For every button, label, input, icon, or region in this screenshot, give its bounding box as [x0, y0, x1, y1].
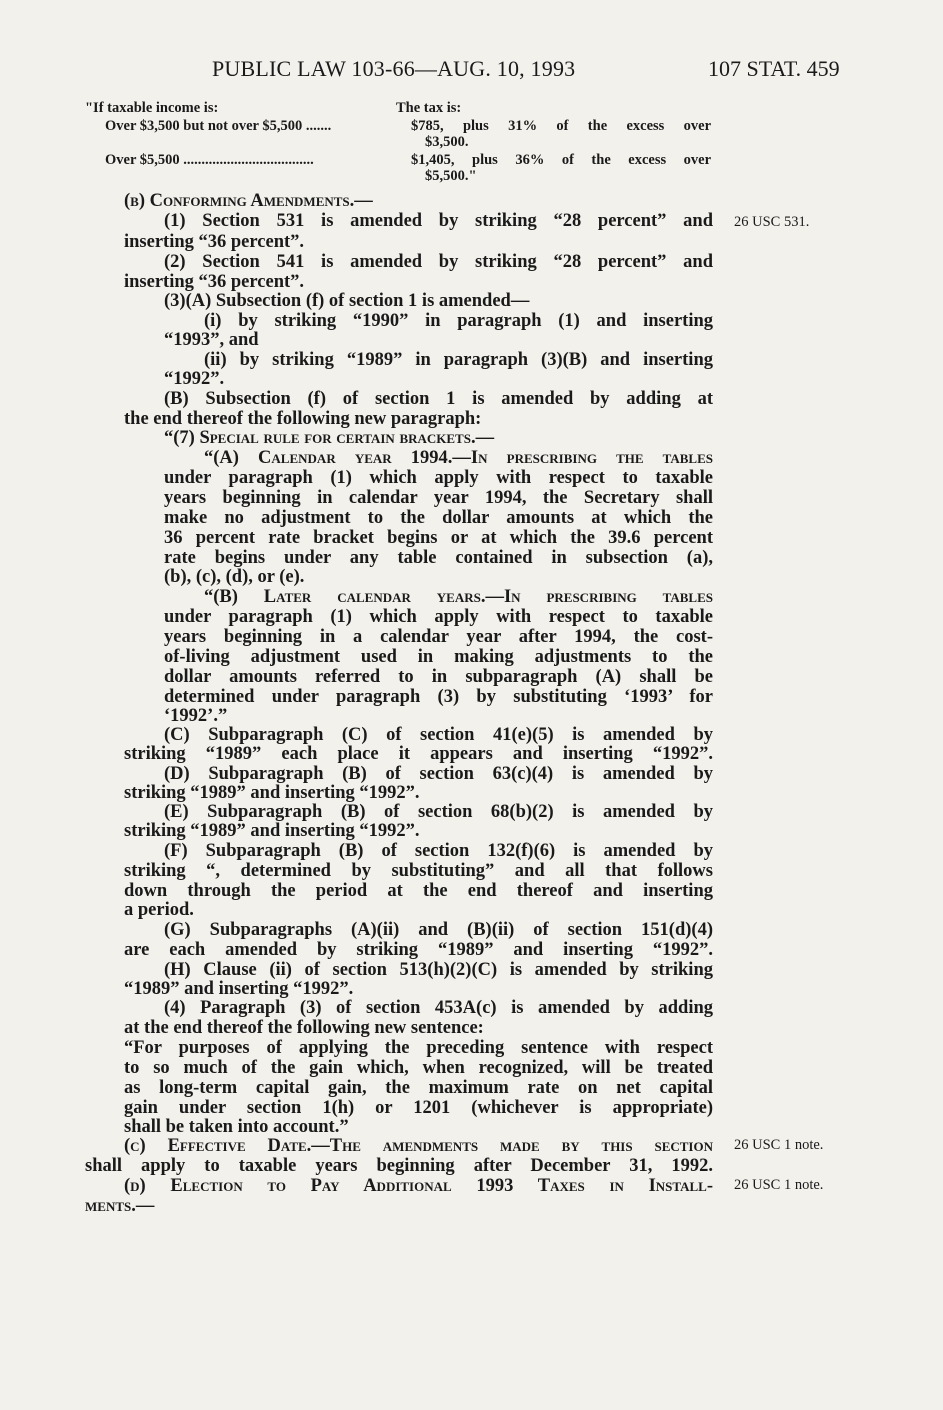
text-line: determined under paragraph (3) by substituting ‘1993’ for [164, 687, 713, 707]
text-line: (b) Conforming Amendments.— [124, 191, 373, 211]
table-header-income: "If taxable income is: [85, 100, 219, 116]
text-line: years beginning in a calendar year after 1994, the cost- [164, 627, 713, 647]
tax-rate-table [85, 100, 725, 186]
tax-cell-continued: $5,500." [425, 168, 477, 184]
text-line: make no adjustment to the dollar amounts at which the [164, 508, 713, 528]
tax-cell-continued: $3,500. [425, 134, 469, 150]
text-line: down through the period at the end thereof and inserting [124, 881, 713, 901]
text-line: “(7) Special rule for certain brackets.— [164, 428, 495, 448]
income-cell: Over $5,500 .................................... [105, 152, 314, 168]
text-line: the end thereof the following new paragraph: [124, 409, 482, 429]
text-line: shall apply to taxable years beginning after December 31, 1992. [85, 1156, 713, 1176]
table-header [85, 100, 725, 118]
text-line: are each amended by striking “1989” and inserting “1992”. [124, 940, 713, 960]
text-line: “(B) Later calendar years.—In prescribing tables [204, 587, 713, 607]
text-line: shall be taken into account.” [124, 1117, 349, 1137]
header-title: PUBLIC LAW 103-66—AUG. 10, 1993 [212, 56, 576, 81]
text-line: inserting “36 percent”. [124, 272, 305, 292]
text-line: “For purposes of applying the preceding sentence with respect [124, 1038, 713, 1058]
text-line: inserting “36 percent”. [124, 232, 305, 252]
text-line: (c) Effective Date.—The amendments made by this section [124, 1136, 713, 1156]
text-line: striking “1989” each place it appears and inserting “1992”. [124, 744, 713, 764]
text-line: (H) Clause (ii) of section 513(h)(2)(C) is amended by striking [164, 960, 713, 980]
text-line: of-living adjustment used in making adjustments to the [164, 647, 713, 667]
margin-note: 26 USC 1 note. [734, 1137, 824, 1153]
tax-cell: $785, plus 31% of the excess over [411, 118, 711, 134]
text-line: (C) Subparagraph (C) of section 41(e)(5) is amended by [164, 725, 713, 745]
text-line: “1989” and inserting “1992”. [124, 979, 354, 999]
text-line: “(A) Calendar year 1994.—In prescribing the tables [204, 448, 713, 468]
text-line: 36 percent rate bracket begins or at which the 39.6 percent [164, 528, 713, 548]
text-line: (d) Election to Pay Additional 1993 Taxes in Install- [124, 1176, 713, 1196]
text-line: (i) by striking “1990” in paragraph (1) and inserting [204, 311, 713, 331]
text-line: striking “, determined by substituting” and all that follows [124, 861, 713, 881]
header-page-number: 107 STAT. 459 [708, 56, 840, 81]
income-cell: Over $3,500 but not over $5,500 ....... [105, 118, 332, 134]
text-line: years beginning in calendar year 1994, the Secretary shall [164, 488, 713, 508]
margin-note: 26 USC 531. [734, 214, 810, 230]
margin-note: 26 USC 1 note. [734, 1177, 824, 1193]
text-line: (ii) by striking “1989” in paragraph (3)(B) and inserting [204, 350, 713, 370]
text-line: (B) Subsection (f) of section 1 is amended by adding at [164, 389, 713, 409]
table-row [85, 152, 725, 186]
text-line: dollar amounts referred to in subparagraph (A) shall be [164, 667, 713, 687]
text-line: as long-term capital gain, the maximum rate on net capital [124, 1078, 713, 1098]
text-line: striking “1989” and inserting “1992”. [124, 783, 420, 803]
text-line: (3)(A) Subsection (f) of section 1 is amended— [164, 291, 530, 311]
text-line: (2) Section 541 is amended by striking “28 percent” and [164, 252, 713, 272]
text-line: (1) Section 531 is amended by striking “28 percent” and [164, 211, 713, 231]
text-line: “1993”, and [164, 330, 259, 350]
text-line: (4) Paragraph (3) of section 453A(c) is amended by adding [164, 998, 713, 1018]
page-header [0, 56, 943, 86]
text-line: (b), (c), (d), or (e). [164, 567, 305, 587]
table-header-tax: The tax is: [396, 100, 462, 116]
text-line: (E) Subparagraph (B) of section 68(b)(2) is amended by [164, 802, 713, 822]
text-line: (F) Subparagraph (B) of section 132(f)(6) is amended by [164, 841, 713, 861]
text-line: under paragraph (1) which apply with respect to taxable [164, 607, 713, 627]
text-line: to so much of the gain which, when recognized, will be treated [124, 1058, 713, 1078]
text-line: gain under section 1(h) or 1201 (whichever is appropriate) [124, 1098, 713, 1118]
tax-cell: $1,405, plus 36% of the excess over [411, 152, 711, 168]
text-line: (G) Subparagraphs (A)(ii) and (B)(ii) of section 151(d)(4) [164, 920, 713, 940]
text-line: a period. [124, 900, 194, 920]
text-line: “1992”. [164, 369, 225, 389]
text-line: ments.— [85, 1196, 155, 1216]
text-line: striking “1989” and inserting “1992”. [124, 821, 420, 841]
text-line: under paragraph (1) which apply with respect to taxable [164, 468, 713, 488]
text-line: at the end thereof the following new sentence: [124, 1018, 484, 1038]
text-line: rate begins under any table contained in subsection (a), [164, 548, 713, 568]
table-row [85, 118, 725, 152]
text-line: (D) Subparagraph (B) of section 63(c)(4) is amended by [164, 764, 713, 784]
text-line: ‘1992’.” [164, 706, 228, 726]
